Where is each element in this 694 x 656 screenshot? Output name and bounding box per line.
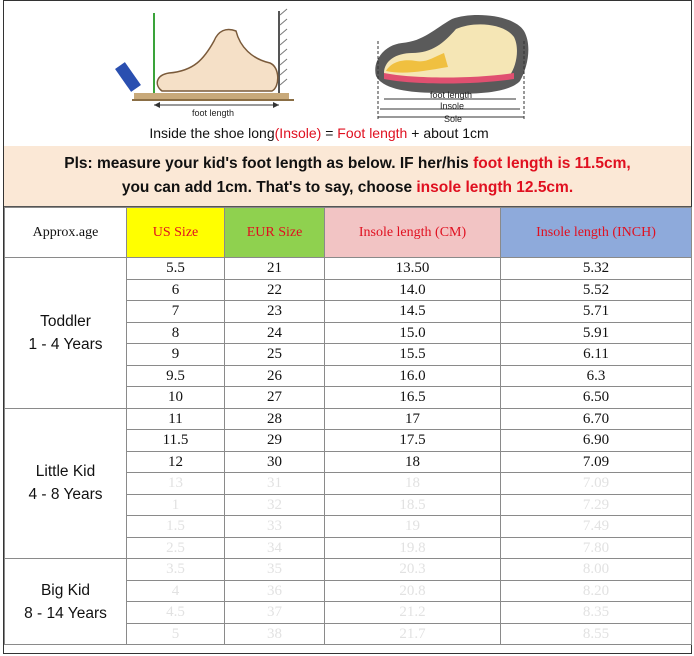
caption-foot-length-highlight: Foot length [337,125,408,141]
notice-highlight: foot length is 11.5cm, [473,155,631,172]
cell-us: 9 [127,344,225,366]
shoe-foot-length-label: foot length [430,90,473,100]
cell-inch: 5.71 [501,301,692,323]
cell-us: 8 [127,322,225,344]
header-insole-inch: Insole length (INCH) [501,208,692,258]
measurement-notice [4,146,691,207]
cell-inch: 7.09 [501,451,692,473]
cell-cm: 19.8 [325,537,501,559]
cell-inch: 5.32 [501,258,692,280]
table-row [5,258,692,280]
caption-suffix: + about 1cm [407,125,489,141]
cell-us: 1 [127,494,225,516]
cell-us: 13 [127,473,225,495]
cell-us: 6 [127,279,225,301]
cell-inch: 6.90 [501,430,692,452]
cell-cm: 21.2 [325,602,501,624]
cell-inch: 8.20 [501,580,692,602]
cell-eur: 26 [225,365,325,387]
cell-eur: 21 [225,258,325,280]
cell-inch: 6.50 [501,387,692,409]
header-insole-cm: Insole length (CM) [325,208,501,258]
cell-eur: 29 [225,430,325,452]
cell-inch: 7.29 [501,494,692,516]
size-table [4,207,692,645]
notice-line-1 [4,152,691,176]
table-header-row [5,208,692,258]
age-group-cell [5,408,127,559]
cell-cm: 13.50 [325,258,501,280]
cell-us: 5.5 [127,258,225,280]
cell-us: 2.5 [127,537,225,559]
header-age: Approx.age [5,208,127,258]
cell-inch: 5.52 [501,279,692,301]
age-group-range: 4 - 8 Years [28,486,103,504]
cell-eur: 24 [225,322,325,344]
foot-on-ruler-illustration [115,9,294,118]
cell-cm: 18.5 [325,494,501,516]
table-row [5,408,692,430]
header-us-size: US Size [127,208,225,258]
cell-cm: 20.3 [325,559,501,581]
cell-us: 7 [127,301,225,323]
cell-inch: 7.80 [501,537,692,559]
cell-eur: 22 [225,279,325,301]
cell-cm: 20.8 [325,580,501,602]
cell-us: 4 [127,580,225,602]
notice-text: Pls: measure your kid's foot length as below. IF her/his [64,155,474,172]
table-body [5,258,692,645]
cell-cm: 15.0 [325,322,501,344]
cell-eur: 30 [225,451,325,473]
cell-inch: 5.91 [501,322,692,344]
cell-cm: 16.5 [325,387,501,409]
caption-equals: = [321,125,338,141]
cell-inch: 8.35 [501,602,692,624]
cell-inch: 6.3 [501,365,692,387]
age-group-name: Big Kid [40,581,91,599]
cell-us: 1.5 [127,516,225,538]
caption-text: Inside the shoe long [149,125,275,141]
notice-highlight: insole length 12.5cm. [416,179,574,196]
age-group-cell [5,559,127,645]
cell-cm: 15.5 [325,344,501,366]
insole-formula-caption [4,125,634,141]
caption-insole-highlight: (Insole) [274,125,322,141]
cell-eur: 27 [225,387,325,409]
left-foot-length-label: foot length [192,108,235,118]
cell-us: 11.5 [127,430,225,452]
cell-eur: 37 [225,602,325,624]
cell-us: 11 [127,408,225,430]
cell-eur: 28 [225,408,325,430]
cell-eur: 32 [225,494,325,516]
cell-eur: 31 [225,473,325,495]
age-group-range: 1 - 4 Years [28,335,103,353]
measurement-illustration [4,1,691,147]
cell-us: 5 [127,623,225,645]
cell-eur: 23 [225,301,325,323]
age-group-name: Little Kid [35,463,96,481]
cell-eur: 38 [225,623,325,645]
notice-line-2 [4,176,691,200]
cell-us: 3.5 [127,559,225,581]
cell-cm: 18 [325,473,501,495]
cell-inch: 8.00 [501,559,692,581]
cell-inch: 7.09 [501,473,692,495]
cell-cm: 19 [325,516,501,538]
size-chart [3,0,692,654]
header-eur-size: EUR Size [225,208,325,258]
cell-us: 9.5 [127,365,225,387]
age-group-cell [5,258,127,409]
cell-us: 10 [127,387,225,409]
cell-inch: 6.11 [501,344,692,366]
cell-eur: 35 [225,559,325,581]
cell-cm: 18 [325,451,501,473]
cell-eur: 36 [225,580,325,602]
cell-eur: 34 [225,537,325,559]
cell-inch: 7.49 [501,516,692,538]
shoe-cross-section-illustration [375,15,528,124]
shoe-insole-label: Insole [440,101,465,111]
cell-cm: 21.7 [325,623,501,645]
cell-eur: 25 [225,344,325,366]
cell-cm: 14.5 [325,301,501,323]
age-group-range: 8 - 14 Years [24,604,107,622]
cell-inch: 8.55 [501,623,692,645]
cell-cm: 16.0 [325,365,501,387]
cell-cm: 17 [325,408,501,430]
notice-text: you can add 1cm. That's to say, choose [121,179,417,196]
age-group-name: Toddler [40,312,91,330]
shoe-sole-label: Sole [444,114,463,124]
cell-cm: 17.5 [325,430,501,452]
cell-eur: 33 [225,516,325,538]
cell-inch: 6.70 [501,408,692,430]
cell-us: 12 [127,451,225,473]
table-row [5,559,692,581]
cell-cm: 14.0 [325,279,501,301]
cell-us: 4.5 [127,602,225,624]
